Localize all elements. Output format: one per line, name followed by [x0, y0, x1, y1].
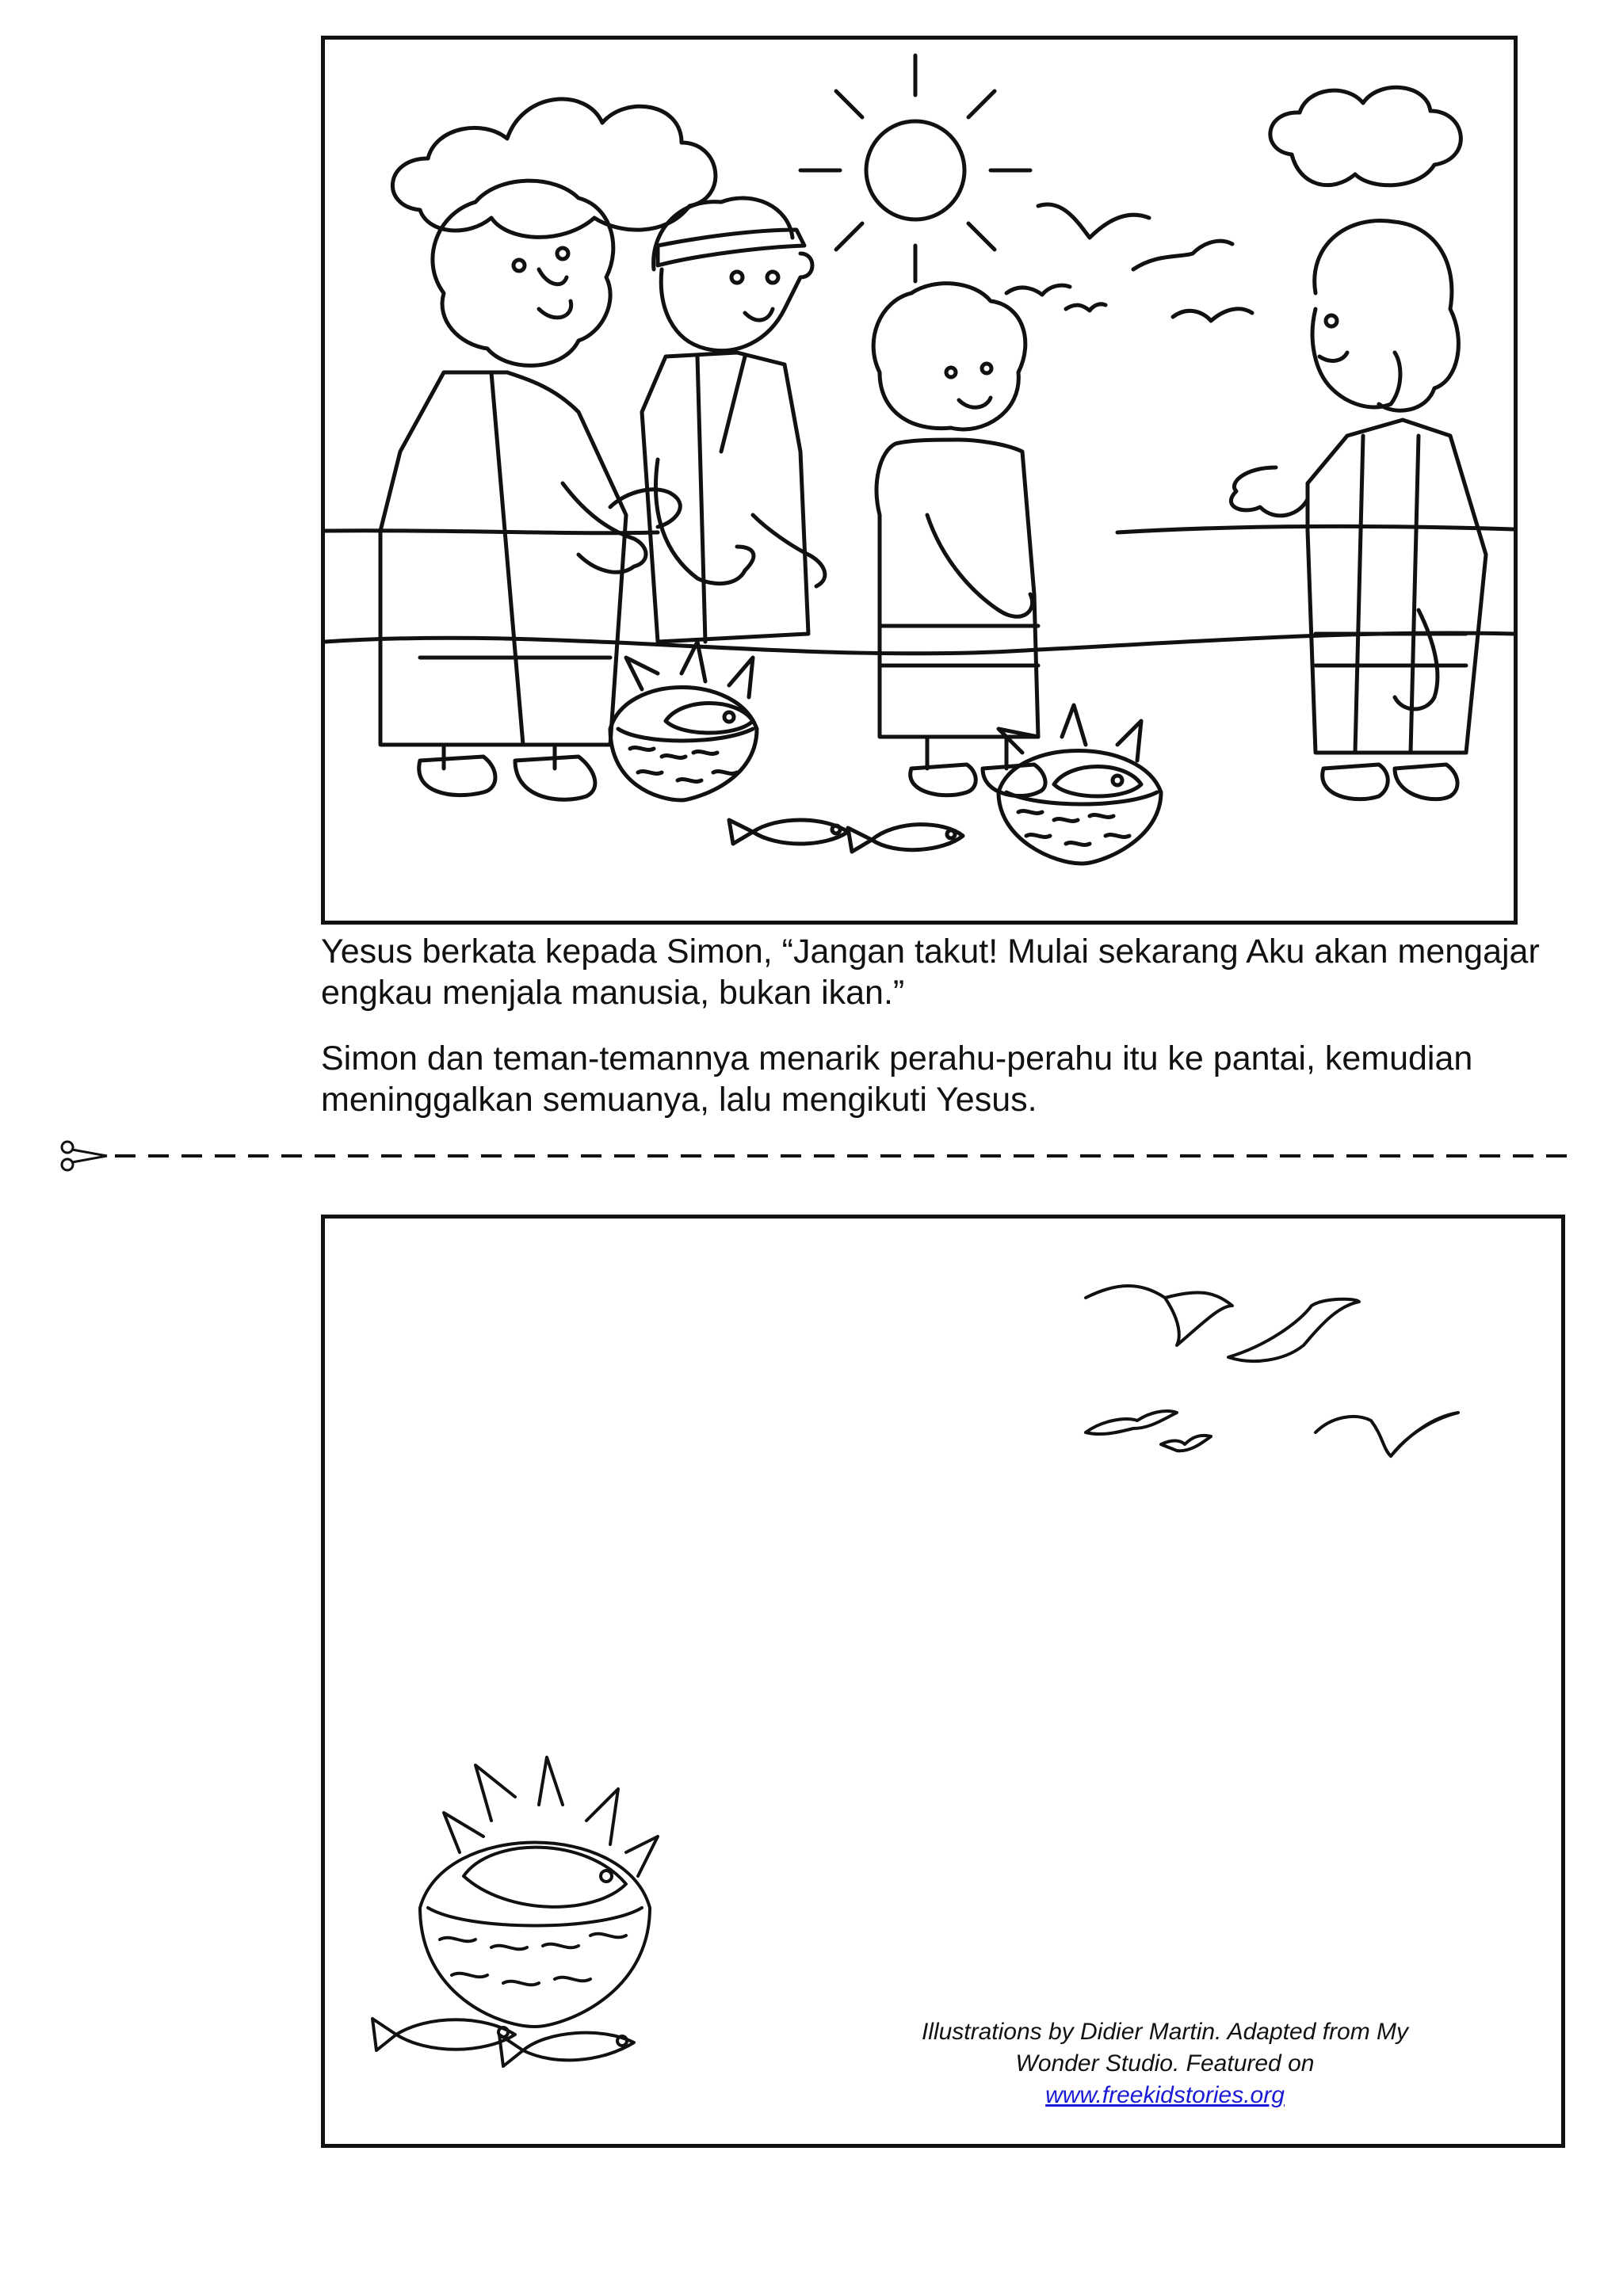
- fisherman-left-figure: [380, 181, 680, 799]
- credits-block: [880, 2016, 1450, 2111]
- fish-basket-icon: [372, 1757, 658, 2066]
- bottom-illustration-frame: [321, 1215, 1565, 2148]
- cloud-right: [1270, 87, 1461, 185]
- story-paragraph-1: Yesus berkata kepada Simon, “Jangan takut! Mulai sekarang Aku akan mengajar engkau menjala manusia, bukan ikan.”: [321, 933, 1540, 1012]
- top-illustration-frame: [321, 36, 1518, 925]
- shore-line: [325, 633, 1514, 654]
- birds-icon: [1086, 1286, 1458, 1456]
- fish-basket-right: [999, 705, 1161, 864]
- fisherman-headband-figure: [642, 198, 825, 642]
- sun-icon: [800, 55, 1030, 281]
- loose-fish-ground: [729, 820, 963, 852]
- cut-line: [59, 1131, 1573, 1179]
- birds-icon: [1006, 204, 1252, 321]
- credits-link[interactable]: www.freekidstories.org: [1045, 2082, 1285, 2108]
- fish-basket-left: [610, 642, 757, 800]
- basket-and-birds-illustration: [325, 1219, 1561, 2144]
- scissors-icon: [62, 1142, 107, 1170]
- cloud-left: [392, 99, 715, 237]
- jesus-figure: [1231, 220, 1486, 799]
- fisherman-young-figure: [873, 284, 1045, 796]
- story-paragraph-2: Simon dan teman-temannya menarik perahu-perahu itu ke pantai, kemudian meninggalkan semuanya, lalu mengikuti Yesus.: [321, 1039, 1473, 1119]
- jesus-and-fishermen-illustration: [325, 40, 1514, 921]
- credits-text: Illustrations by Didier Martin. Adapted from My Wonder Studio. Featured on: [921, 2019, 1409, 2077]
